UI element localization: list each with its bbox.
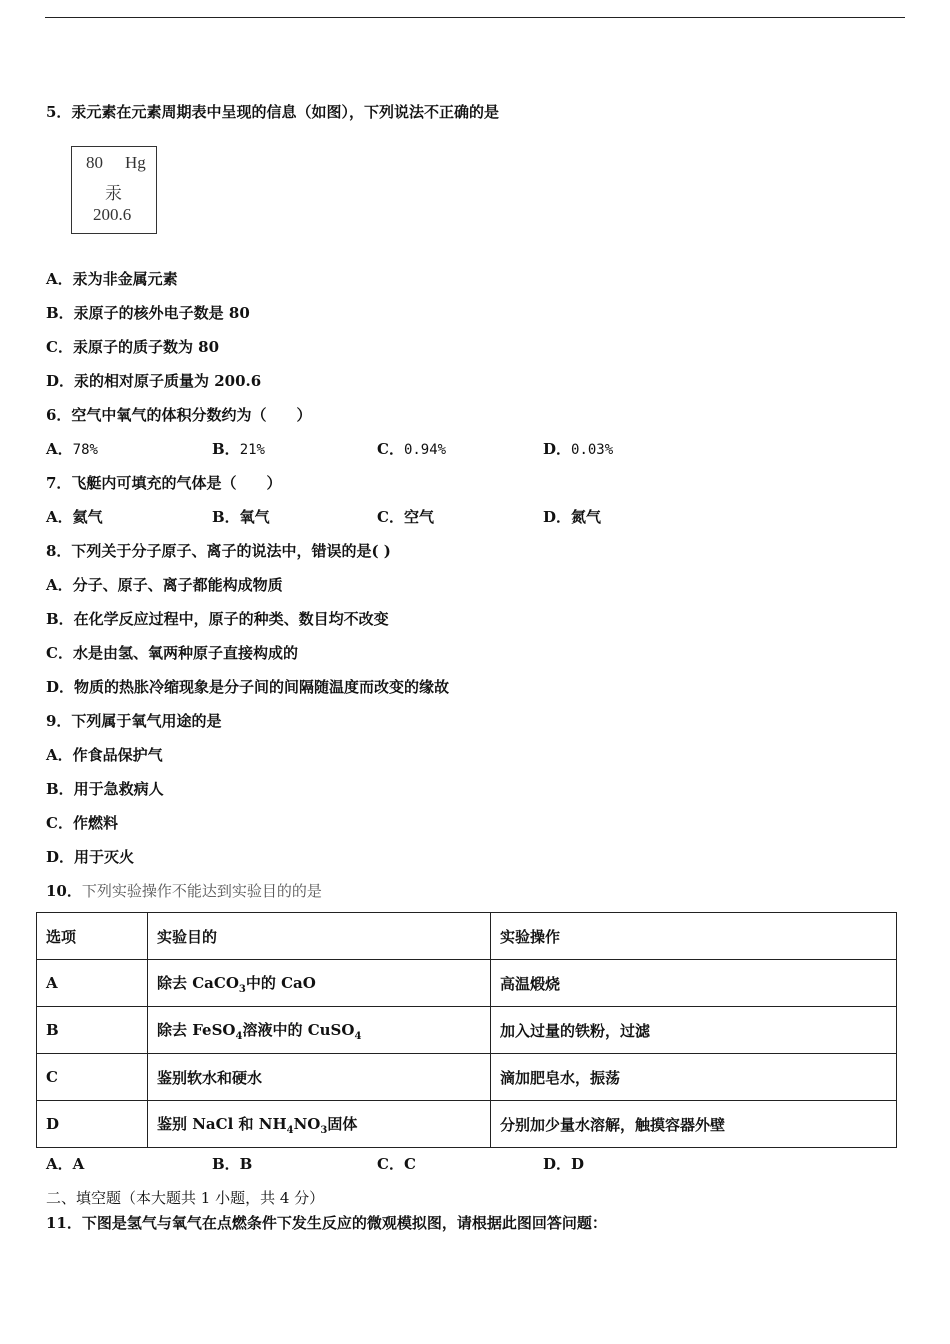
row-option: A (37, 960, 148, 1007)
q7-option-c: C．空气 (377, 508, 434, 526)
q8-option-c: C．水是由氢、氧两种原子直接构成的 (46, 644, 298, 662)
q7-option-b: B．氧气 (212, 508, 270, 526)
q10-number: 10． (46, 882, 82, 900)
row-option: D (37, 1101, 148, 1148)
q5-option-a: A．汞为非金属元素 (46, 270, 178, 288)
experiment-table (36, 912, 897, 1148)
atomic-mass: 200.6 (93, 205, 132, 224)
q10-options (46, 1154, 846, 1174)
q10-option-b: B．B (212, 1155, 253, 1173)
q11-stem: 11．下图是氢气与氧气在点燃条件下发生反应的微观模拟图，请根据此图回答问题： (46, 1214, 607, 1232)
q8-option-b: B．在化学反应过程中，原子的种类、数目均不改变 (46, 610, 389, 628)
q9-option-d: D．用于灭火 (46, 848, 135, 866)
q9-option-c: C．作燃料 (46, 814, 118, 832)
atomic-number: 80 (86, 153, 103, 172)
q10-stem (46, 881, 322, 901)
q6-option-c: C．0.94% (377, 440, 447, 458)
q6-stem: 6．空气中氧气的体积分数约为（ ） (46, 406, 312, 424)
row-option: B (37, 1007, 148, 1054)
element-name: 汞 (105, 184, 122, 203)
q10-option-c: C．C (377, 1155, 416, 1173)
header-option: 选项 (37, 913, 148, 960)
q7-option-a: A．氦气 (46, 508, 103, 526)
table-row (37, 1101, 897, 1148)
q6-option-d: D．0.03% (543, 440, 614, 458)
q9-option-b: B．用于急救病人 (46, 780, 164, 798)
row-purpose: 鉴别软水和硬水 (148, 1054, 491, 1101)
row-operation: 加入过量的铁粉，过滤 (491, 1007, 897, 1054)
q6-options (46, 439, 846, 459)
q6-option-b: B．21% (212, 440, 265, 458)
header-rule (45, 17, 905, 18)
row-operation: 高温煅烧 (491, 960, 897, 1007)
q5-option-c: C．汞原子的质子数为 80 (46, 338, 220, 356)
q7-options (46, 507, 846, 527)
q9-option-a: A．作食品保护气 (46, 746, 163, 764)
q8-option-a: A．分子、原子、离子都能构成物质 (46, 576, 283, 594)
q9-stem: 9．下列属于氧气用途的是 (46, 712, 222, 730)
table-row (37, 1054, 897, 1101)
element-symbol: Hg (125, 153, 146, 172)
q10-option-d: D．D (543, 1155, 585, 1173)
q10-option-a: A．A (46, 1155, 85, 1173)
q7-stem: 7．飞艇内可填充的气体是（ ） (46, 474, 282, 492)
q6-option-a: A．78% (46, 440, 98, 458)
row-operation: 分别加少量水溶解，触摸容器外壁 (491, 1101, 897, 1148)
q8-option-d: D．物质的热胀冷缩现象是分子间的间隔随温度而改变的缘故 (46, 678, 450, 696)
header-purpose: 实验目的 (148, 913, 491, 960)
q5-stem: 5．汞元素在元素周期表中呈现的信息（如图），下列说法不正确的是 (46, 103, 499, 121)
row-operation: 滴加肥皂水，振荡 (491, 1054, 897, 1101)
header-operation: 实验操作 (491, 913, 897, 960)
row-purpose: 除去 FeSO$_4$溶液中的 CuSO$_4$ (148, 1007, 491, 1054)
q10-text: 下列实验操作不能达到实验目的的是 (81, 882, 322, 900)
row-purpose: 鉴别 NaCl 和 $NH_4NO_3$固体 (148, 1101, 491, 1148)
row-purpose: 除去 CaCO$_3$中的 CaO (148, 960, 491, 1007)
q5-option-d: D．汞的相对原子质量为 200.6 (46, 372, 262, 390)
row-option: C (37, 1054, 148, 1101)
table-row (37, 960, 897, 1007)
mercury-element-card (71, 146, 157, 234)
section-heading: 二、填空题（本大题共 1 小题，共 4 分） (46, 1189, 325, 1207)
table-row (37, 1007, 897, 1054)
q7-option-d: D．氮气 (543, 508, 602, 526)
table-header-row (37, 913, 897, 960)
q5-option-b: B．汞原子的核外电子数是 80 (46, 304, 250, 322)
q8-stem: 8．下列关于分子原子、离子的说法中，错误的是( ) (46, 542, 391, 560)
